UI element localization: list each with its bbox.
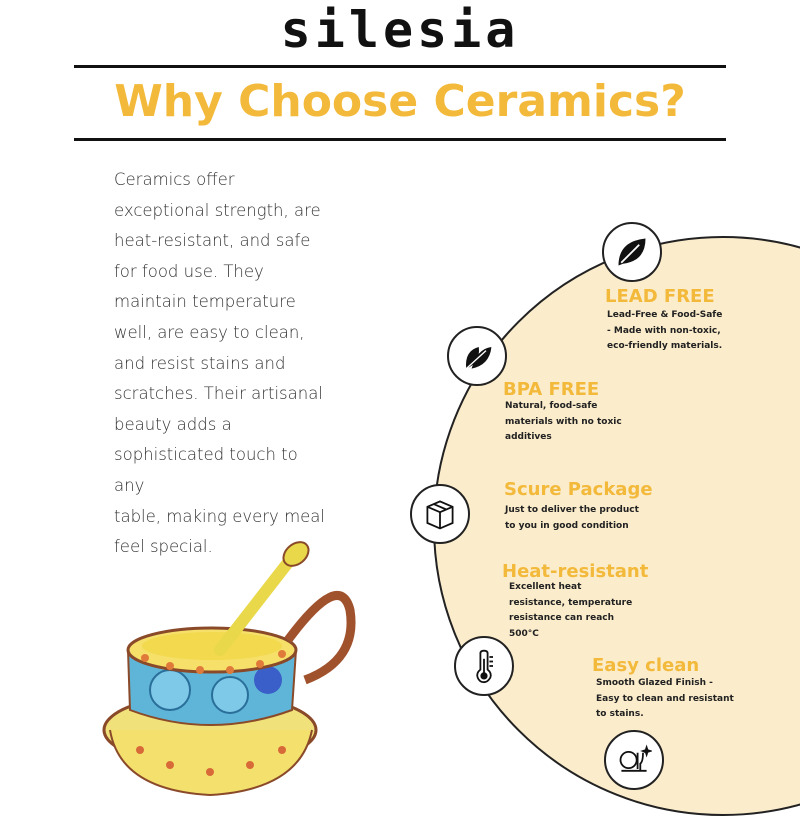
intro-line: Ceramics offer — [114, 170, 235, 189]
feature-desc-line: Lead-Free & Food-Safe — [607, 310, 723, 320]
page-title: Why Choose Ceramics? — [114, 76, 686, 127]
feature-desc-line: to stains. — [596, 709, 644, 719]
intro-paragraph — [114, 165, 329, 563]
feature-desc-line: resistance can reach — [509, 613, 615, 623]
bottom-divider — [74, 138, 726, 141]
leaf-icon — [602, 222, 662, 282]
package-icon — [410, 484, 470, 544]
intro-line: beauty adds a — [114, 414, 232, 434]
feature-desc-line: 500°C — [509, 628, 539, 639]
intro-line: well, are easy to clean, — [114, 322, 305, 342]
feature-desc-line: resistance, temperature — [509, 597, 633, 608]
intro-line: and resist stains and — [114, 353, 286, 373]
intro-line: sophisticated touch to any — [114, 445, 298, 495]
feature-desc-line: Easy to clean and resistant — [596, 693, 734, 704]
feature-desc-line: Excellent heat — [509, 582, 582, 592]
feature-desc-line: Natural, food-safe — [505, 401, 598, 411]
intro-line: heat-resistant, and safe — [114, 231, 311, 251]
feature-desc-line: eco-friendly materials. — [607, 341, 723, 351]
intro-line: table, making every meal — [114, 506, 325, 526]
leaves-icon — [447, 326, 507, 386]
feature-title: Scure Package — [504, 479, 653, 500]
feature-desc — [505, 399, 622, 446]
feature-title: Easy clean — [592, 655, 700, 676]
feature-desc-line: Smooth Glazed Finish - — [596, 678, 713, 688]
intro-line: maintain temperature — [114, 292, 296, 312]
intro-line: feel special. — [114, 537, 213, 557]
dishes-icon — [604, 730, 664, 790]
feature-desc — [505, 503, 639, 534]
intro-line: for food use. They — [114, 261, 264, 281]
feature-title: LEAD FREE — [605, 286, 715, 307]
feature-desc-line: Just to deliver the product — [505, 505, 639, 515]
feature-desc-line: materials with no toxic — [505, 416, 622, 427]
feature-desc-line: to you in good condition — [505, 520, 629, 531]
feature-desc — [607, 308, 722, 355]
intro-line: scratches. Their artisanal — [114, 384, 323, 404]
feature-desc-line: - Made with non-toxic, — [607, 325, 721, 336]
brand-logo: silesia — [280, 1, 520, 59]
feature-desc — [596, 676, 734, 723]
intro-line: exceptional strength, are — [114, 200, 321, 220]
feature-desc — [509, 580, 632, 642]
top-divider — [74, 65, 726, 68]
feature-title: Heat-resistant — [502, 561, 649, 582]
ceramic-bowl-image — [100, 540, 380, 800]
feature-title: BPA FREE — [503, 379, 600, 400]
thermometer-icon — [454, 636, 514, 696]
feature-desc-line: additives — [505, 432, 552, 442]
